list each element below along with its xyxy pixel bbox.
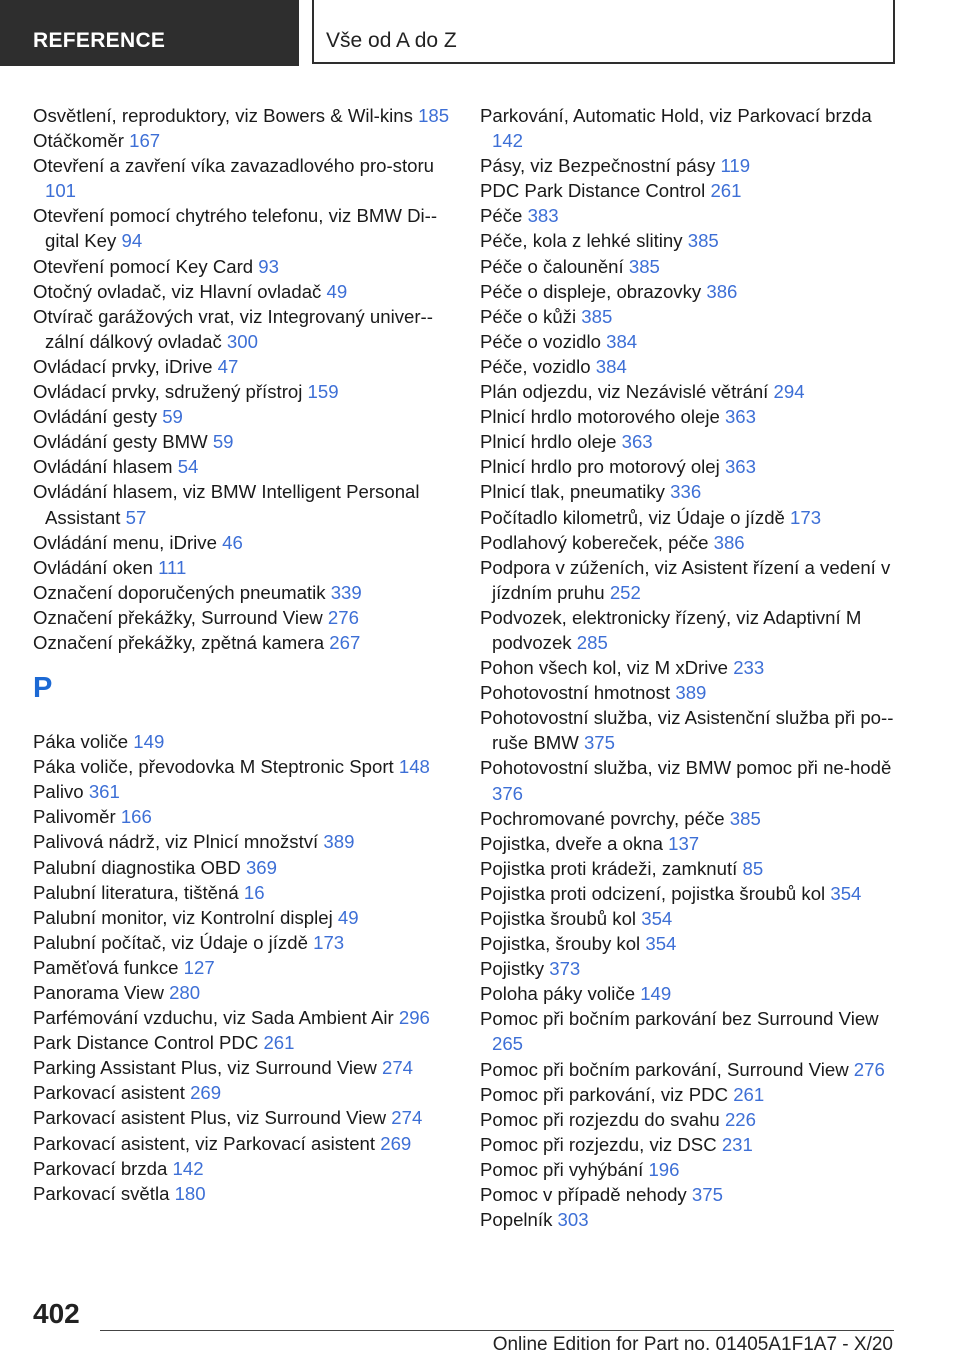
index-entry — [33, 254, 453, 279]
index-entry — [33, 279, 453, 304]
entry-text: Pomoc při vyhýbání — [480, 1158, 644, 1180]
page-reference-link[interactable]: 274 — [391, 1107, 423, 1129]
page-reference-link[interactable]: 267 — [329, 631, 361, 653]
index-list-o — [33, 103, 453, 655]
index-entry — [480, 530, 900, 555]
entry-text: Otevření pomocí Key Card — [33, 255, 254, 277]
page-reference-link[interactable]: 261 — [710, 180, 742, 202]
index-entry — [480, 379, 900, 404]
index-list-p — [33, 729, 453, 1206]
index-entry — [480, 1057, 900, 1082]
page-reference-link[interactable]: 269 — [380, 1132, 412, 1154]
page-reference-link[interactable]: 375 — [583, 732, 615, 754]
entry-text: Pojistka proti odcizení, pojistka šroubů kol — [480, 882, 826, 904]
entry-text: Ovládací prvky, sdružený přístroj — [33, 381, 303, 403]
index-entry — [480, 329, 900, 354]
page-reference-link[interactable]: 265 — [492, 1033, 524, 1055]
page-reference-link[interactable]: 276 — [327, 606, 359, 628]
entry-text: PDC Park Distance Control — [480, 180, 706, 202]
page-reference-link[interactable]: 386 — [706, 280, 738, 302]
entry-text: Otočný ovladač, viz Hlavní ovladač — [33, 280, 322, 302]
entry-text: Pomoc při bočním parkování bez Surround View — [480, 1008, 879, 1030]
page-reference-link[interactable]: 389 — [323, 831, 355, 853]
index-entry — [33, 203, 453, 253]
entry-text: Označení překážky, zpětná kamera — [33, 631, 325, 653]
entry-text: Pohotovostní hmotnost — [480, 682, 671, 704]
index-entry — [480, 103, 900, 153]
index-entry — [480, 254, 900, 279]
page-reference-link[interactable]: 354 — [645, 933, 677, 955]
page-reference-link[interactable]: 166 — [120, 806, 152, 828]
entry-text: Park Distance Control PDC — [33, 1032, 259, 1054]
index-entry — [33, 454, 453, 479]
index-entry — [33, 1156, 453, 1181]
index-entry — [480, 831, 900, 856]
entry-text: Ovládání oken — [33, 556, 153, 578]
index-entry — [480, 203, 900, 228]
page-reference-link[interactable]: 101 — [45, 180, 77, 202]
page-header — [0, 0, 960, 66]
index-entry — [33, 555, 453, 580]
page-reference-link[interactable]: 385 — [729, 807, 761, 829]
index-entry — [33, 479, 453, 529]
page-reference-link[interactable]: 54 — [177, 456, 199, 478]
page-reference-link[interactable]: 389 — [675, 682, 707, 704]
index-entry — [480, 1006, 900, 1056]
entry-text: Plnicí tlak, pneumatiky — [480, 481, 665, 503]
page-reference-link[interactable]: 119 — [720, 155, 751, 177]
entry-text: Plnicí hrdlo motorového oleje — [480, 406, 720, 428]
page-reference-link[interactable]: 149 — [133, 731, 165, 753]
index-entry — [480, 429, 900, 454]
index-entry — [480, 655, 900, 680]
index-entry — [480, 505, 900, 530]
entry-text: Paměťová funkce — [33, 956, 179, 978]
index-entry — [480, 454, 900, 479]
entry-text: Plnicí hrdlo pro motorový olej — [480, 456, 720, 478]
index-entry — [480, 605, 900, 655]
entry-text: Péče, vozidlo — [480, 355, 591, 377]
entry-text: Parking Assistant Plus, viz Surround View — [33, 1057, 377, 1079]
entry-text: Palubní počítač, viz Údaje o jízdě — [33, 931, 308, 953]
index-entry — [480, 806, 900, 831]
index-entry — [33, 905, 453, 930]
page-reference-link[interactable]: 354 — [641, 908, 673, 929]
page-reference-link[interactable]: 375 — [691, 1184, 723, 1206]
page-reference-link[interactable]: 376 — [492, 782, 524, 804]
page-reference-link[interactable]: 296 — [398, 1007, 430, 1029]
footer-divider — [100, 1330, 894, 1331]
index-entry — [480, 705, 900, 755]
section-letter: P — [33, 672, 53, 705]
index-entry — [33, 1005, 453, 1030]
entry-text: Péče — [480, 205, 523, 227]
entry-text: Osvětlení, reproduktory, viz Bowers & Wil-kins — [33, 105, 413, 126]
index-entry — [480, 304, 900, 329]
index-entry — [33, 754, 453, 779]
page-reference-link[interactable]: 173 — [313, 931, 345, 953]
page-number: 402 — [33, 1298, 80, 1329]
page-reference-link[interactable]: 137 — [668, 832, 700, 854]
entry-text: Palubní diagnostika OBD — [33, 856, 241, 878]
index-entry — [480, 1132, 900, 1157]
index-entry — [33, 630, 453, 655]
page-reference-link[interactable]: 373 — [549, 958, 581, 980]
page-reference-link[interactable]: 261 — [263, 1032, 295, 1054]
entry-text: Pohotovostní služba, viz Asistenční služba při po-ruše BMW — [480, 707, 894, 754]
index-entry — [480, 680, 900, 705]
index-entry — [480, 1107, 900, 1132]
page-title: Vše od A do Z — [312, 0, 895, 64]
index-entry — [33, 955, 453, 980]
page-reference-link[interactable]: 383 — [527, 205, 559, 227]
entry-text: Ovládání gesty — [33, 406, 158, 428]
page-reference-link[interactable]: 261 — [733, 1083, 765, 1105]
entry-text: Pojistky — [480, 958, 545, 980]
index-entry — [33, 103, 453, 128]
entry-text: Pojistka, dveře a okna — [480, 832, 663, 854]
entry-text: Pojistka, šrouby kol — [480, 933, 641, 955]
entry-text: Označení doporučených pneumatik — [33, 581, 326, 603]
page-reference-link[interactable]: 276 — [853, 1058, 885, 1080]
entry-text: Palubní monitor, viz Kontrolní displej — [33, 906, 333, 928]
entry-text: Parkování, Automatic Hold, viz Parkovací brzda — [480, 105, 872, 126]
index-list-p-continued — [480, 103, 900, 1232]
page-reference-link[interactable]: 93 — [258, 255, 279, 277]
index-entry — [33, 153, 453, 203]
index-entry — [480, 881, 900, 906]
page-reference-link[interactable]: 336 — [670, 481, 702, 503]
entry-text: Panorama View — [33, 982, 164, 1003]
page-reference-link[interactable]: 354 — [830, 882, 862, 904]
page-reference-link[interactable]: 85 — [742, 857, 764, 879]
index-entry — [33, 530, 453, 555]
index-entry — [480, 1157, 900, 1182]
index-entry — [33, 980, 453, 1005]
entry-text: Otáčkoměr — [33, 130, 124, 152]
entry-text: Ovládání hlasem — [33, 456, 173, 478]
entry-text: Parkovací brzda — [33, 1157, 168, 1179]
index-entry — [480, 1182, 900, 1207]
index-entry — [33, 429, 453, 454]
index-entry — [480, 228, 900, 253]
index-entry — [480, 153, 900, 178]
page-reference-link[interactable]: 369 — [245, 856, 277, 878]
page-reference-link[interactable]: 231 — [721, 1133, 753, 1155]
entry-text: Parfémování vzduchu, viz Sada Ambient Air — [33, 1007, 394, 1029]
entry-text: Palivo — [33, 781, 84, 803]
index-entry — [33, 729, 453, 754]
page-reference-link[interactable]: 384 — [595, 355, 627, 377]
page-reference-link[interactable]: 16 — [243, 881, 265, 903]
index-entry — [480, 279, 900, 304]
index-entry — [33, 804, 453, 829]
entry-text: Palubní literatura, tištěná — [33, 881, 239, 903]
entry-text: Péče, kola z lehké slitiny — [480, 230, 683, 252]
page-reference-link[interactable]: 47 — [217, 355, 239, 377]
entry-text: Parkovací asistent Plus, viz Surround View — [33, 1107, 387, 1129]
page-reference-link[interactable]: 385 — [687, 230, 719, 252]
entry-text: Otevření a zavření víka zavazadlového pro-storu — [33, 155, 435, 177]
index-entry — [33, 354, 453, 379]
index-entry — [33, 880, 453, 905]
page-reference-link[interactable]: 59 — [162, 406, 183, 428]
entry-text: Pomoc při bočním parkování, Surround View — [480, 1058, 849, 1080]
entry-text: Pochromované povrchy, péče — [480, 807, 725, 829]
entry-text: Ovládání hlasem, viz BMW Intelligent Personal Assistant — [33, 481, 420, 528]
entry-text: Péče o displeje, obrazovky — [480, 280, 702, 302]
entry-text: Pojistka proti krádeži, zamknutí — [480, 857, 738, 879]
section-tab: REFERENCE — [0, 0, 299, 66]
index-entry — [33, 1105, 453, 1130]
entry-text: Podvozek, elektronicky řízený, viz Adaptivní M podvozek — [480, 606, 862, 653]
page-reference-link[interactable]: 300 — [226, 330, 258, 352]
page-reference-link[interactable]: 385 — [581, 305, 613, 327]
page-reference-link[interactable]: 167 — [129, 130, 161, 152]
entry-text: Parkovací světla — [33, 1182, 170, 1204]
index-entry — [33, 304, 453, 354]
index-entry — [33, 930, 453, 955]
index-column-right — [480, 103, 900, 1232]
index-entry — [33, 855, 453, 880]
index-entry — [33, 829, 453, 854]
entry-text: Pojistka šroubů kol — [480, 908, 637, 929]
entry-text: Péče o čalounění — [480, 255, 624, 277]
index-entry — [480, 1082, 900, 1107]
page-reference-link[interactable]: 285 — [576, 631, 608, 653]
page-reference-link[interactable]: 148 — [398, 756, 430, 778]
page-reference-link[interactable]: 180 — [174, 1182, 206, 1204]
entry-text: Podpora v zúženích, viz Asistent řízení a vedení v jízdním pruhu — [480, 556, 891, 603]
page-reference-link[interactable]: 339 — [330, 581, 362, 603]
page-reference-link[interactable]: 185 — [418, 105, 450, 126]
page-reference-link[interactable]: 303 — [557, 1209, 589, 1231]
entry-text: Poloha páky voliče — [480, 983, 636, 1005]
page-reference-link[interactable]: 49 — [326, 280, 348, 302]
index-entry — [480, 931, 900, 956]
page-reference-link[interactable]: 363 — [621, 431, 653, 453]
entry-text: Podlahový kobereček, péče — [480, 531, 709, 553]
index-entry — [480, 404, 900, 429]
index-entry — [480, 856, 900, 881]
page-reference-link[interactable]: 252 — [609, 581, 641, 603]
entry-text: Péče o kůži — [480, 305, 577, 327]
entry-text: Pohon všech kol, viz M xDrive — [480, 657, 729, 679]
entry-text: Ovládání menu, iDrive — [33, 531, 217, 553]
index-entry — [480, 479, 900, 504]
page-reference-link[interactable]: 233 — [733, 657, 765, 679]
entry-text: Popelník — [480, 1209, 553, 1231]
index-entry — [480, 981, 900, 1006]
page-reference-link[interactable]: 49 — [337, 906, 359, 928]
entry-text: Palivová nádrž, viz Plnicí množství — [33, 831, 319, 853]
page-reference-link[interactable]: 269 — [190, 1082, 222, 1104]
entry-text: Palivoměr — [33, 806, 116, 828]
entry-text: Pomoc při parkování, viz PDC — [480, 1083, 729, 1105]
index-entry — [33, 1080, 453, 1105]
page-reference-link[interactable]: 280 — [169, 982, 201, 1003]
index-entry — [480, 1207, 900, 1232]
page-reference-link[interactable]: 196 — [648, 1158, 680, 1180]
page-reference-link[interactable]: 363 — [724, 406, 756, 428]
edition-note: Online Edition for Part no. 01405A1F1A7 - X/20 — [492, 1334, 893, 1355]
index-entry — [33, 779, 453, 804]
entry-text: Počítadlo kilometrů, viz Údaje o jízdě — [480, 506, 785, 528]
entry-text: Pomoc v případě nehody — [480, 1184, 687, 1206]
page-reference-link[interactable]: 142 — [492, 130, 524, 152]
entry-text: Ovládání gesty BMW — [33, 431, 208, 453]
index-entry — [33, 1131, 453, 1156]
index-entry — [480, 906, 900, 931]
entry-text: Parkovací asistent, viz Parkovací asistent — [33, 1132, 376, 1154]
entry-text: Otvírač garážových vrat, viz Integrovaný univer-zální dálkový ovladač — [33, 305, 433, 352]
page-reference-link[interactable]: 142 — [172, 1157, 204, 1179]
index-entry — [480, 178, 900, 203]
entry-text: Pomoc při rozjezdu, viz DSC — [480, 1133, 717, 1155]
index-column-left — [33, 103, 453, 1206]
page-reference-link[interactable]: 149 — [640, 983, 672, 1005]
page-reference-link[interactable]: 386 — [713, 531, 745, 553]
page-reference-link[interactable]: 127 — [183, 956, 215, 978]
page-reference-link[interactable]: 46 — [222, 531, 243, 553]
entry-text: Plán odjezdu, viz Nezávislé větrání — [480, 381, 769, 403]
page-reference-link[interactable]: 294 — [773, 381, 805, 403]
entry-text: Parkovací asistent — [33, 1082, 185, 1104]
page-reference-link[interactable]: 59 — [212, 431, 234, 453]
index-entry — [33, 404, 453, 429]
page-reference-link[interactable]: 226 — [724, 1108, 756, 1130]
index-entry — [33, 605, 453, 630]
page-reference-link[interactable]: 159 — [307, 381, 339, 403]
page-reference-link[interactable]: 173 — [790, 506, 822, 528]
index-entry — [33, 379, 453, 404]
index-entry — [33, 1181, 453, 1206]
page-reference-link[interactable]: 384 — [606, 330, 638, 352]
entry-text: Páka voliče — [33, 731, 129, 753]
index-entry — [33, 1030, 453, 1055]
index-entry — [480, 555, 900, 605]
page-reference-link[interactable]: 361 — [88, 781, 120, 803]
page-reference-link[interactable]: 57 — [125, 506, 147, 528]
index-entry — [480, 755, 900, 805]
index-entry — [33, 128, 453, 153]
entry-text: Označení překážky, Surround View — [33, 606, 323, 628]
page-reference-link[interactable]: 111 — [158, 556, 187, 578]
page-reference-link[interactable]: 274 — [381, 1057, 414, 1079]
entry-text: Ovládací prvky, iDrive — [33, 355, 213, 377]
page-reference-link[interactable]: 94 — [121, 230, 143, 252]
index-entry — [33, 1055, 453, 1080]
entry-text: Pásy, viz Bezpečnostní pásy — [480, 155, 716, 177]
index-entry — [33, 580, 453, 605]
page-reference-link[interactable]: 385 — [628, 255, 660, 277]
entry-text: Páka voliče, převodovka M Steptronic Sport — [33, 756, 394, 778]
index-entry — [480, 354, 900, 379]
entry-text: Otevření pomocí chytrého telefonu, viz BMW Di-gital Key — [33, 205, 438, 252]
index-entry — [480, 956, 900, 981]
entry-text: Pohotovostní služba, viz BMW pomoc při ne-hodě — [480, 757, 892, 779]
entry-text: Péče o vozidlo — [480, 330, 601, 352]
page-reference-link[interactable]: 363 — [724, 456, 756, 478]
entry-text: Pomoc při rozjezdu do svahu — [480, 1108, 720, 1130]
entry-text: Plnicí hrdlo oleje — [480, 431, 617, 453]
